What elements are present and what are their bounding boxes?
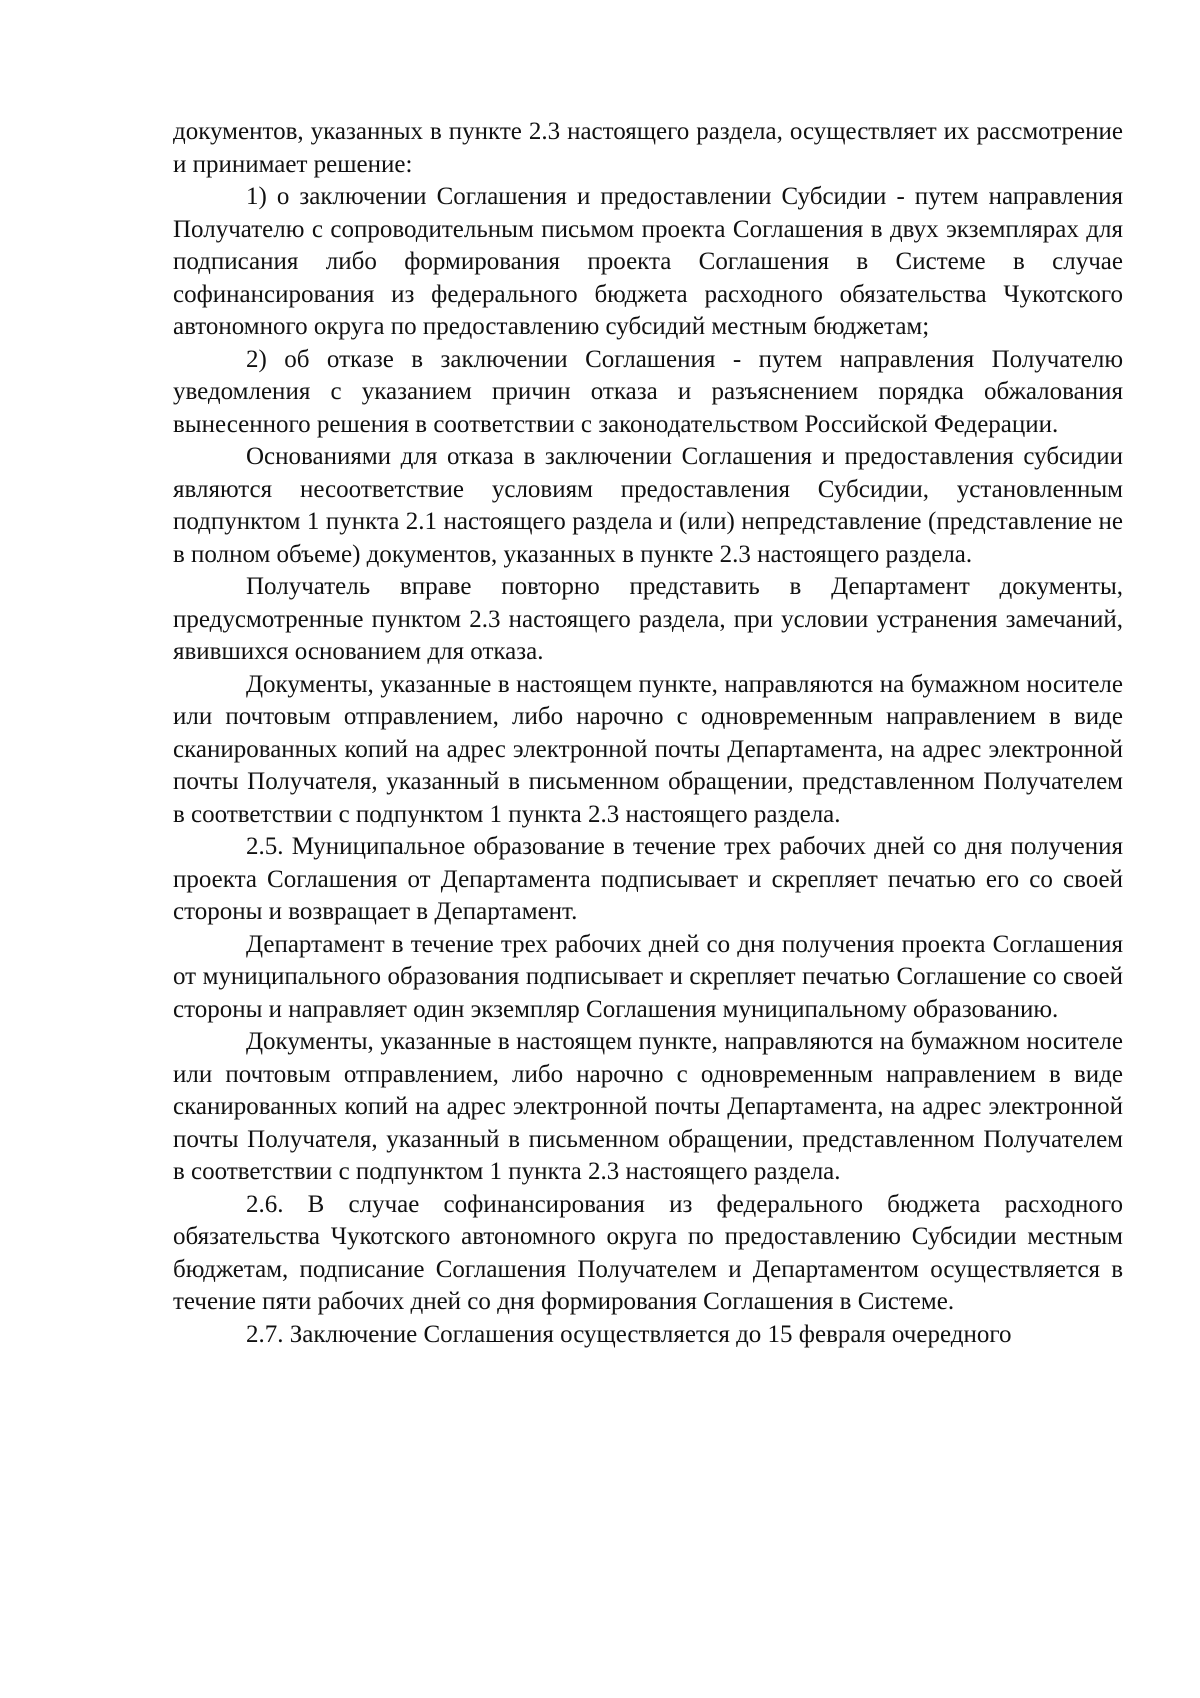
paragraph-resubmission: Получатель вправе повторно представить в Департамент документы, предусмотренные пунктом 2.3 настоящего раздела, при условии устранения замечаний, явившихся основанием для отказа. bbox=[173, 573, 1123, 665]
paragraph-clause-2-7: 2.7. Заключение Соглашения осуществляется до 15 февраля очередного bbox=[246, 1320, 1012, 1348]
paragraph-decision-refusal: 2) об отказе в заключении Соглашения - путем направления Получателю уведомления с указанием причин отказа и разъяснением порядка обжалования вынесенного решения в соответствии с законодательством Российской Федерации. bbox=[173, 345, 1123, 438]
paragraph-continuation: документов, указанных в пункте 2.3 настоящего раздела, осуществляет их рассмотрение и принимает решение: bbox=[173, 118, 1123, 178]
paragraph-department-signing: Департамент в течение трех рабочих дней со дня получения проекта Соглашения от муниципального образования подписывает и скрепляет печатью Соглашение со своей стороны и направляет один экземпляр Соглашения муниципальному образованию. bbox=[173, 930, 1123, 1023]
paragraph-clause-2-5: 2.5. Муниципальное образование в течение трех рабочих дней со дня получения проекта Соглашения от Департамента подписывает и скрепляет печатью его со своей стороны и возвращает в Департамент. bbox=[173, 833, 1123, 925]
paragraph-refusal-grounds: Основаниями для отказа в заключении Соглашения и предоставления субсидии являются несоответствие условиям предоставления Субсидии, установленным подпунктом 1 пункта 2.1 настоящего раздела и (или) непредставление (представление не в полном объеме) документов, указанных в пункте 2.3 настоящего раздела. bbox=[173, 443, 1123, 568]
paragraph-document-delivery: Документы, указанные в настоящем пункте, направляются на бумажном носителе или почтовым отправлением, либо нарочно с одновременным направлением в виде сканированных копий на адрес электронной почты Департамента, на адрес электронной почты Получателя, указанный в письменном обращении, представленном Получателем в соответствии с подпунктом 1 пункта 2.3 настоящего раздела. bbox=[173, 670, 1123, 828]
paragraph-clause-2-6: 2.6. В случае софинансирования из федерального бюджета расходного обязательства Чукотского автономного округа по предоставлению Субсидии местным бюджетам, подписание Соглашения Получателем и Департаментом осуществляется в течение пяти рабочих дней со дня формирования Соглашения в Системе. bbox=[173, 1190, 1123, 1315]
document-page bbox=[173, 116, 1123, 1351]
paragraph-document-delivery-2: Документы, указанные в настоящем пункте, направляются на бумажном носителе или почтовым отправлением, либо нарочно с одновременным направлением в виде сканированных копий на адрес электронной почты Департамента, на адрес электронной почты Получателя, указанный в письменном обращении, представленном Получателем в соответствии с подпунктом 1 пункта 2.3 настоящего раздела. bbox=[173, 1028, 1123, 1185]
paragraph-decision-conclusion: 1) о заключении Соглашения и предоставлении Субсидии - путем направления Получателю с сопроводительным письмом проекта Соглашения в двух экземплярах для подписания либо формирования проекта Соглашения в Системе в случае софинансирования из федерального бюджета расходного обязательства Чукотского автономного округа по предоставлению субсидий местным бюджетам; bbox=[173, 183, 1123, 340]
